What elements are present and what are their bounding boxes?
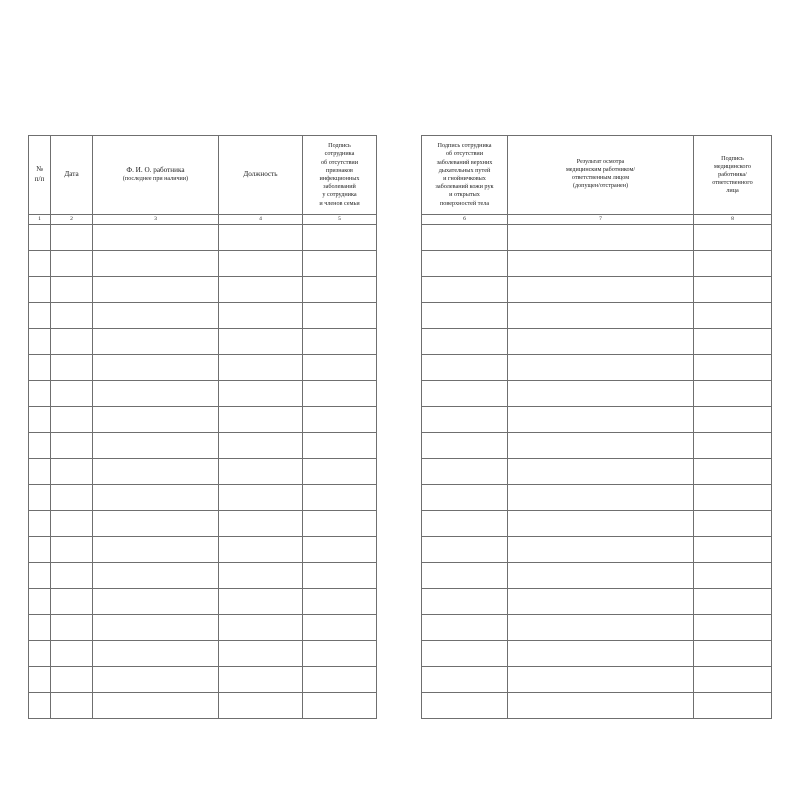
table-cell[interactable] — [219, 615, 303, 641]
table-cell[interactable] — [422, 693, 508, 719]
table-cell[interactable] — [29, 277, 51, 303]
table-row — [29, 225, 377, 251]
table-cell[interactable] — [93, 537, 219, 563]
table-cell[interactable] — [422, 511, 508, 537]
table-row — [29, 641, 377, 667]
table-cell[interactable] — [303, 537, 377, 563]
table-cell[interactable] — [29, 667, 51, 693]
table-cell[interactable] — [29, 407, 51, 433]
table-cell[interactable] — [29, 303, 51, 329]
header-col6-line2: об отсутствии — [445, 150, 484, 158]
table-cell[interactable] — [219, 563, 303, 589]
table-cell[interactable] — [508, 329, 694, 355]
table-cell[interactable] — [694, 225, 772, 251]
table-row — [422, 641, 772, 667]
header-col5-line1: Подпись — [328, 142, 351, 150]
header-col7-line2: медицинским работником/ — [565, 167, 636, 174]
table-cell[interactable] — [303, 563, 377, 589]
table-cell[interactable] — [422, 667, 508, 693]
right-header-row — [422, 136, 772, 215]
table-cell[interactable] — [51, 407, 93, 433]
col-number-4: 4 — [219, 215, 303, 225]
header-col8-line3: работника/ — [718, 170, 747, 178]
header-col6-line3: заболеваний верхних — [436, 158, 493, 166]
table-cell[interactable] — [219, 251, 303, 277]
table-row — [29, 329, 377, 355]
table-cell[interactable] — [29, 693, 51, 719]
table-cell[interactable] — [508, 563, 694, 589]
table-cell[interactable] — [93, 355, 219, 381]
table-row — [422, 251, 772, 277]
table-cell[interactable] — [93, 667, 219, 693]
table-cell[interactable] — [93, 589, 219, 615]
table-cell[interactable] — [694, 407, 772, 433]
table-row — [422, 563, 772, 589]
table-row — [422, 433, 772, 459]
table-cell[interactable] — [422, 277, 508, 303]
table-row — [422, 329, 772, 355]
table-row — [422, 381, 772, 407]
table-cell[interactable] — [422, 407, 508, 433]
table-cell[interactable] — [422, 563, 508, 589]
header-col8-line2: медицинского — [714, 162, 751, 170]
header-col8-line4: ответственного — [712, 179, 753, 187]
right-column-number-row — [422, 215, 772, 225]
table-cell[interactable] — [51, 667, 93, 693]
table-cell[interactable] — [303, 303, 377, 329]
table-cell[interactable] — [219, 433, 303, 459]
header-position-label: Должность — [243, 170, 278, 179]
right-table-body — [422, 225, 772, 719]
table-cell[interactable] — [219, 511, 303, 537]
table-cell[interactable] — [508, 225, 694, 251]
table-cell[interactable] — [422, 537, 508, 563]
table-row — [29, 303, 377, 329]
table-cell[interactable] — [51, 459, 93, 485]
table-cell[interactable] — [508, 641, 694, 667]
col-number-7: 7 — [508, 215, 694, 225]
table-cell[interactable] — [508, 485, 694, 511]
table-cell[interactable] — [694, 667, 772, 693]
table-cell[interactable] — [219, 589, 303, 615]
left-column-number-row — [29, 215, 377, 225]
table-row — [422, 459, 772, 485]
table-cell[interactable] — [303, 667, 377, 693]
table-cell[interactable] — [508, 407, 694, 433]
table-cell[interactable] — [51, 225, 93, 251]
table-row — [29, 667, 377, 693]
table-cell[interactable] — [694, 303, 772, 329]
header-medic-signature — [694, 136, 772, 215]
table-cell[interactable] — [219, 225, 303, 251]
table-cell[interactable] — [694, 485, 772, 511]
table-cell[interactable] — [422, 251, 508, 277]
table-cell[interactable] — [303, 589, 377, 615]
table-cell[interactable] — [219, 459, 303, 485]
table-cell[interactable] — [303, 485, 377, 511]
table-cell[interactable] — [219, 381, 303, 407]
table-cell[interactable] — [303, 459, 377, 485]
table-cell[interactable] — [29, 511, 51, 537]
right-sheet — [421, 135, 772, 719]
table-cell[interactable] — [219, 329, 303, 355]
table-cell[interactable] — [303, 407, 377, 433]
table-cell[interactable] — [422, 615, 508, 641]
table-cell[interactable] — [93, 433, 219, 459]
table-cell[interactable] — [51, 693, 93, 719]
table-cell[interactable] — [51, 641, 93, 667]
table-cell[interactable] — [508, 537, 694, 563]
table-cell[interactable] — [93, 225, 219, 251]
table-cell[interactable] — [51, 329, 93, 355]
header-fullname — [93, 136, 219, 215]
header-col5-line7: у сотрудника — [322, 191, 357, 199]
table-cell[interactable] — [422, 459, 508, 485]
table-cell[interactable] — [51, 251, 93, 277]
header-number-line2: п/п — [34, 175, 45, 183]
header-col6-line1: Подпись сотрудника — [437, 142, 492, 150]
table-cell[interactable] — [694, 563, 772, 589]
table-row — [29, 485, 377, 511]
table-cell[interactable] — [219, 355, 303, 381]
header-col6-line8: поверхностей тела — [439, 199, 490, 207]
table-row — [29, 381, 377, 407]
table-cell[interactable] — [93, 485, 219, 511]
table-row — [29, 589, 377, 615]
table-cell[interactable] — [422, 641, 508, 667]
table-cell[interactable] — [93, 251, 219, 277]
table-row — [422, 355, 772, 381]
header-fullname-line1: Ф. И. О. работника — [126, 166, 185, 175]
table-cell[interactable] — [422, 225, 508, 251]
header-col6-line4: дыхательных путей — [438, 166, 491, 174]
col-number-3: 3 — [93, 215, 219, 225]
table-cell[interactable] — [219, 303, 303, 329]
table-row — [29, 537, 377, 563]
table-cell[interactable] — [694, 589, 772, 615]
table-cell[interactable] — [29, 381, 51, 407]
table-cell[interactable] — [303, 277, 377, 303]
header-employee-signature-infection — [303, 136, 377, 215]
table-cell[interactable] — [303, 433, 377, 459]
table-cell[interactable] — [508, 251, 694, 277]
table-cell[interactable] — [303, 355, 377, 381]
table-cell[interactable] — [51, 563, 93, 589]
table-row — [422, 407, 772, 433]
table-cell[interactable] — [29, 433, 51, 459]
table-cell[interactable] — [303, 251, 377, 277]
table-cell[interactable] — [422, 589, 508, 615]
table-row — [29, 615, 377, 641]
table-cell[interactable] — [694, 381, 772, 407]
table-cell[interactable] — [303, 225, 377, 251]
header-inspection-result — [508, 136, 694, 215]
header-position — [219, 136, 303, 215]
table-cell[interactable] — [422, 485, 508, 511]
header-employee-signature-respiratory — [422, 136, 508, 215]
table-row — [29, 251, 377, 277]
col-number-5: 5 — [303, 215, 377, 225]
table-cell[interactable] — [422, 381, 508, 407]
table-cell[interactable] — [29, 485, 51, 511]
table-cell[interactable] — [29, 615, 51, 641]
header-col7-line4: (допущен/отстранен) — [573, 182, 628, 189]
table-cell[interactable] — [694, 355, 772, 381]
table-cell[interactable] — [508, 589, 694, 615]
table-cell[interactable] — [303, 381, 377, 407]
col-number-2: 2 — [51, 215, 93, 225]
table-cell[interactable] — [303, 693, 377, 719]
table-cell[interactable] — [51, 277, 93, 303]
table-row — [422, 615, 772, 641]
col-number-8: 8 — [694, 215, 772, 225]
header-number-line1: № — [36, 165, 43, 174]
table-cell[interactable] — [51, 355, 93, 381]
left-table-body — [29, 225, 377, 719]
header-col5-line6: заболеваний — [323, 183, 356, 191]
table-cell[interactable] — [422, 433, 508, 459]
table-cell[interactable] — [219, 485, 303, 511]
col-number-1: 1 — [29, 215, 51, 225]
header-col7-line3: ответственным лицом — [571, 175, 630, 181]
table-row — [422, 485, 772, 511]
table-cell[interactable] — [508, 615, 694, 641]
table-cell[interactable] — [303, 329, 377, 355]
table-row — [422, 589, 772, 615]
table-cell[interactable] — [93, 329, 219, 355]
table-cell[interactable] — [694, 537, 772, 563]
table-row — [422, 225, 772, 251]
header-col6-line7: и открытых — [449, 191, 480, 199]
header-date — [51, 136, 93, 215]
table-cell[interactable] — [219, 407, 303, 433]
table-cell[interactable] — [303, 641, 377, 667]
left-sheet — [28, 135, 377, 719]
table-cell[interactable] — [29, 459, 51, 485]
header-col5-line3: об отсутствии — [320, 158, 359, 166]
header-col6-line6: заболеваний кожи рук — [435, 183, 494, 191]
table-row — [422, 537, 772, 563]
table-cell[interactable] — [422, 303, 508, 329]
table-cell[interactable] — [93, 459, 219, 485]
table-cell[interactable] — [508, 303, 694, 329]
table-cell[interactable] — [93, 381, 219, 407]
header-fullname-line2: (последнее при наличии) — [122, 175, 189, 182]
table-cell[interactable] — [93, 407, 219, 433]
table-cell[interactable] — [508, 459, 694, 485]
table-cell[interactable] — [694, 641, 772, 667]
table-cell[interactable] — [508, 667, 694, 693]
table-cell[interactable] — [422, 355, 508, 381]
header-col5-line8: и членов семьи — [319, 199, 360, 207]
header-col5-line5: инфекционных — [319, 175, 360, 182]
table-cell[interactable] — [93, 303, 219, 329]
table-cell[interactable] — [508, 355, 694, 381]
table-cell[interactable] — [219, 667, 303, 693]
header-col6-line5: и гнойничковых — [443, 175, 486, 182]
table-cell[interactable] — [29, 641, 51, 667]
left-journal-table — [28, 135, 377, 719]
table-cell[interactable] — [694, 433, 772, 459]
table-cell[interactable] — [694, 511, 772, 537]
table-cell[interactable] — [51, 589, 93, 615]
table-cell[interactable] — [508, 433, 694, 459]
table-row — [29, 459, 377, 485]
table-cell[interactable] — [29, 329, 51, 355]
table-row — [29, 511, 377, 537]
table-cell[interactable] — [29, 589, 51, 615]
table-cell[interactable] — [51, 537, 93, 563]
table-cell[interactable] — [51, 381, 93, 407]
journal-spread — [0, 135, 800, 719]
table-cell[interactable] — [51, 615, 93, 641]
table-cell[interactable] — [694, 251, 772, 277]
table-cell[interactable] — [694, 615, 772, 641]
table-cell[interactable] — [29, 563, 51, 589]
table-row — [29, 355, 377, 381]
header-col5-line4: признаков — [326, 166, 353, 174]
table-cell[interactable] — [303, 615, 377, 641]
table-row — [422, 277, 772, 303]
table-cell[interactable] — [694, 329, 772, 355]
table-cell[interactable] — [93, 511, 219, 537]
table-cell[interactable] — [508, 277, 694, 303]
table-cell[interactable] — [219, 641, 303, 667]
table-cell[interactable] — [508, 693, 694, 719]
table-cell[interactable] — [508, 511, 694, 537]
header-col8-line1: Подпись — [721, 154, 744, 162]
table-row — [422, 667, 772, 693]
table-cell[interactable] — [219, 693, 303, 719]
table-cell[interactable] — [51, 433, 93, 459]
table-cell[interactable] — [93, 277, 219, 303]
table-cell[interactable] — [694, 693, 772, 719]
table-row — [29, 433, 377, 459]
table-row — [29, 277, 377, 303]
table-cell[interactable] — [51, 511, 93, 537]
header-date-label: Дата — [64, 170, 79, 179]
table-cell[interactable] — [219, 537, 303, 563]
header-col5-line2: сотрудника — [324, 150, 355, 158]
table-row — [422, 303, 772, 329]
header-col8-line5: лица — [726, 187, 739, 195]
table-cell[interactable] — [93, 693, 219, 719]
table-cell[interactable] — [93, 563, 219, 589]
table-cell[interactable] — [508, 381, 694, 407]
table-cell[interactable] — [694, 277, 772, 303]
table-row — [422, 511, 772, 537]
table-cell[interactable] — [29, 537, 51, 563]
table-cell[interactable] — [303, 511, 377, 537]
table-cell[interactable] — [93, 615, 219, 641]
table-cell[interactable] — [422, 329, 508, 355]
table-cell[interactable] — [51, 485, 93, 511]
table-cell[interactable] — [93, 641, 219, 667]
table-cell[interactable] — [694, 459, 772, 485]
table-cell[interactable] — [29, 251, 51, 277]
table-cell[interactable] — [29, 225, 51, 251]
right-journal-table — [421, 135, 772, 719]
left-header-row — [29, 136, 377, 215]
table-cell[interactable] — [219, 277, 303, 303]
table-cell[interactable] — [29, 355, 51, 381]
header-col7-line1: Результат осмотра — [576, 159, 625, 166]
table-row — [29, 563, 377, 589]
col-number-6: 6 — [422, 215, 508, 225]
table-row — [422, 693, 772, 719]
table-row — [29, 407, 377, 433]
table-row — [29, 693, 377, 719]
header-number — [29, 136, 51, 215]
table-cell[interactable] — [51, 303, 93, 329]
